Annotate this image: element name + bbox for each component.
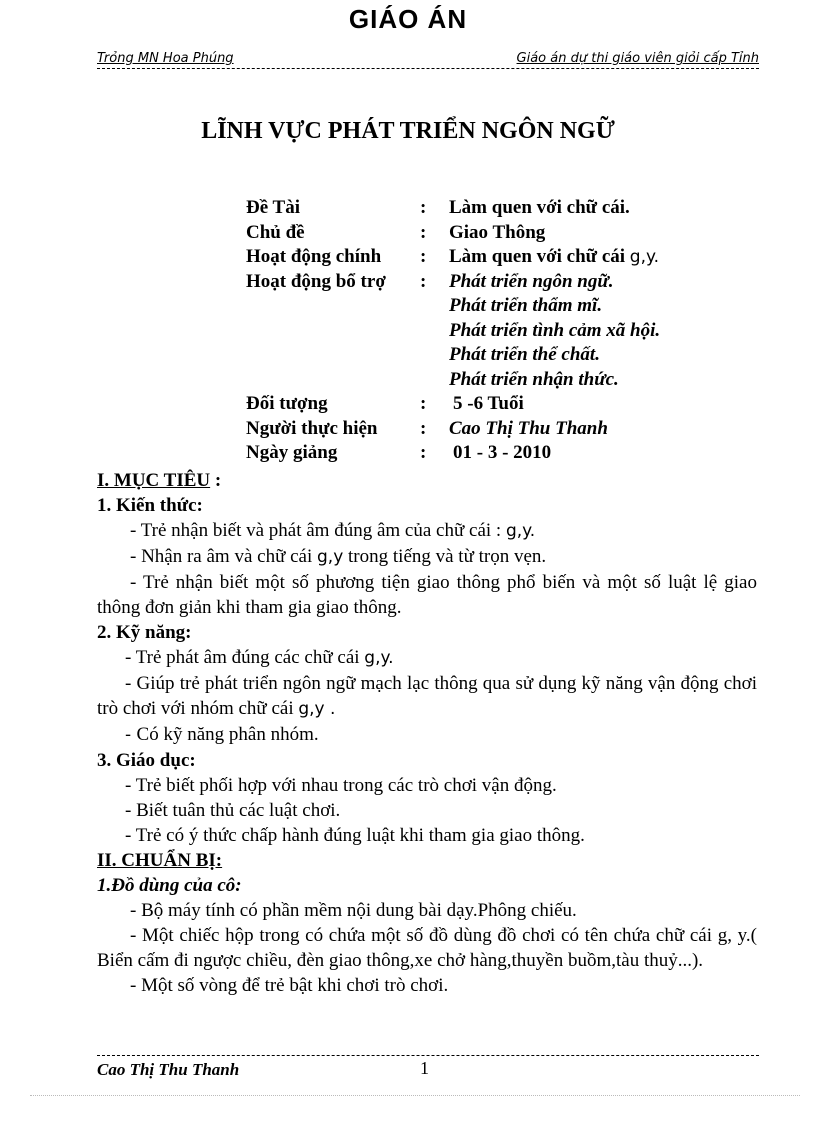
subsection-skills: 2. Kỹ năng: [97,622,192,643]
section-preparation: II. CHUẨN BỊ: [97,850,223,871]
lesson-field-title: LĨNH VỰC PHÁT TRIỂN NGÔN NGỮ [201,118,615,144]
page-header [97,50,759,69]
section-objectives: I. MỤC TIÊU : [97,470,222,491]
subsection-teacher-materials: 1.Đồ dùng của cô: [97,875,242,896]
page-bottom-edge [30,1095,800,1096]
lesson-body: I. MỤC TIÊU : 1. Kiến thức: - Trẻ nhận biết và phát âm đúng âm của chữ cái : g,y. - Nhận ra âm và chữ cái g,y trong tiếng và từ trọn vẹn. - Trẻ nhận biết một số phương tiện giao thông phổ biến và một số luật lệ giao thông đơn giản khi tham gia giao thông. 2. Kỹ năng: - Trẻ phát âm đúng các chữ cái g,y. - Giúp trẻ phát triển ngôn ngữ mạch lạc thông qua sử dụng kỹ năng vận động chơi trò chơi với nhóm chữ cái g,y . - Có kỹ năng phân nhóm. 3. Giáo dục: - Trẻ biết phối hợp với nhau trong các trò chơi vận động. - Biết tuân thủ các luật chơi. - Trẻ có ý thức chấp hành đúng luật khi tham gia giao thông. II. CHUẨN BỊ: 1.Đồ dùng của cô: - Bộ máy tính có phần mềm nội dung bài dạy.Phông chiếu. - Một chiếc hộp trong có chứa một số đồ dùng đồ chơi có tên chứa chữ cái g, y.( Biển cấm đi ngược chiều, đèn giao thông,xe chở hàng,thuyền buồm,tàu thuỷ...). - Một số vòng để trẻ bật khi chơi trò chơi. [97,470,757,996]
footer-author: Cao Thị Thu Thanh [97,1060,240,1079]
header-school: Trỏng MN Hoa Phúng [97,51,234,66]
subsection-education: 3. Giáo dục: [97,750,196,771]
lesson-title: GIÁO ÁN [348,4,468,34]
header-exam-title: Giáo án dự thi giáo viên giỏi cấp Tỉnh [516,51,759,66]
footer-divider [97,1055,759,1056]
subsection-knowledge: 1. Kiến thức: [97,495,203,516]
page-number: 1 [420,1058,429,1078]
